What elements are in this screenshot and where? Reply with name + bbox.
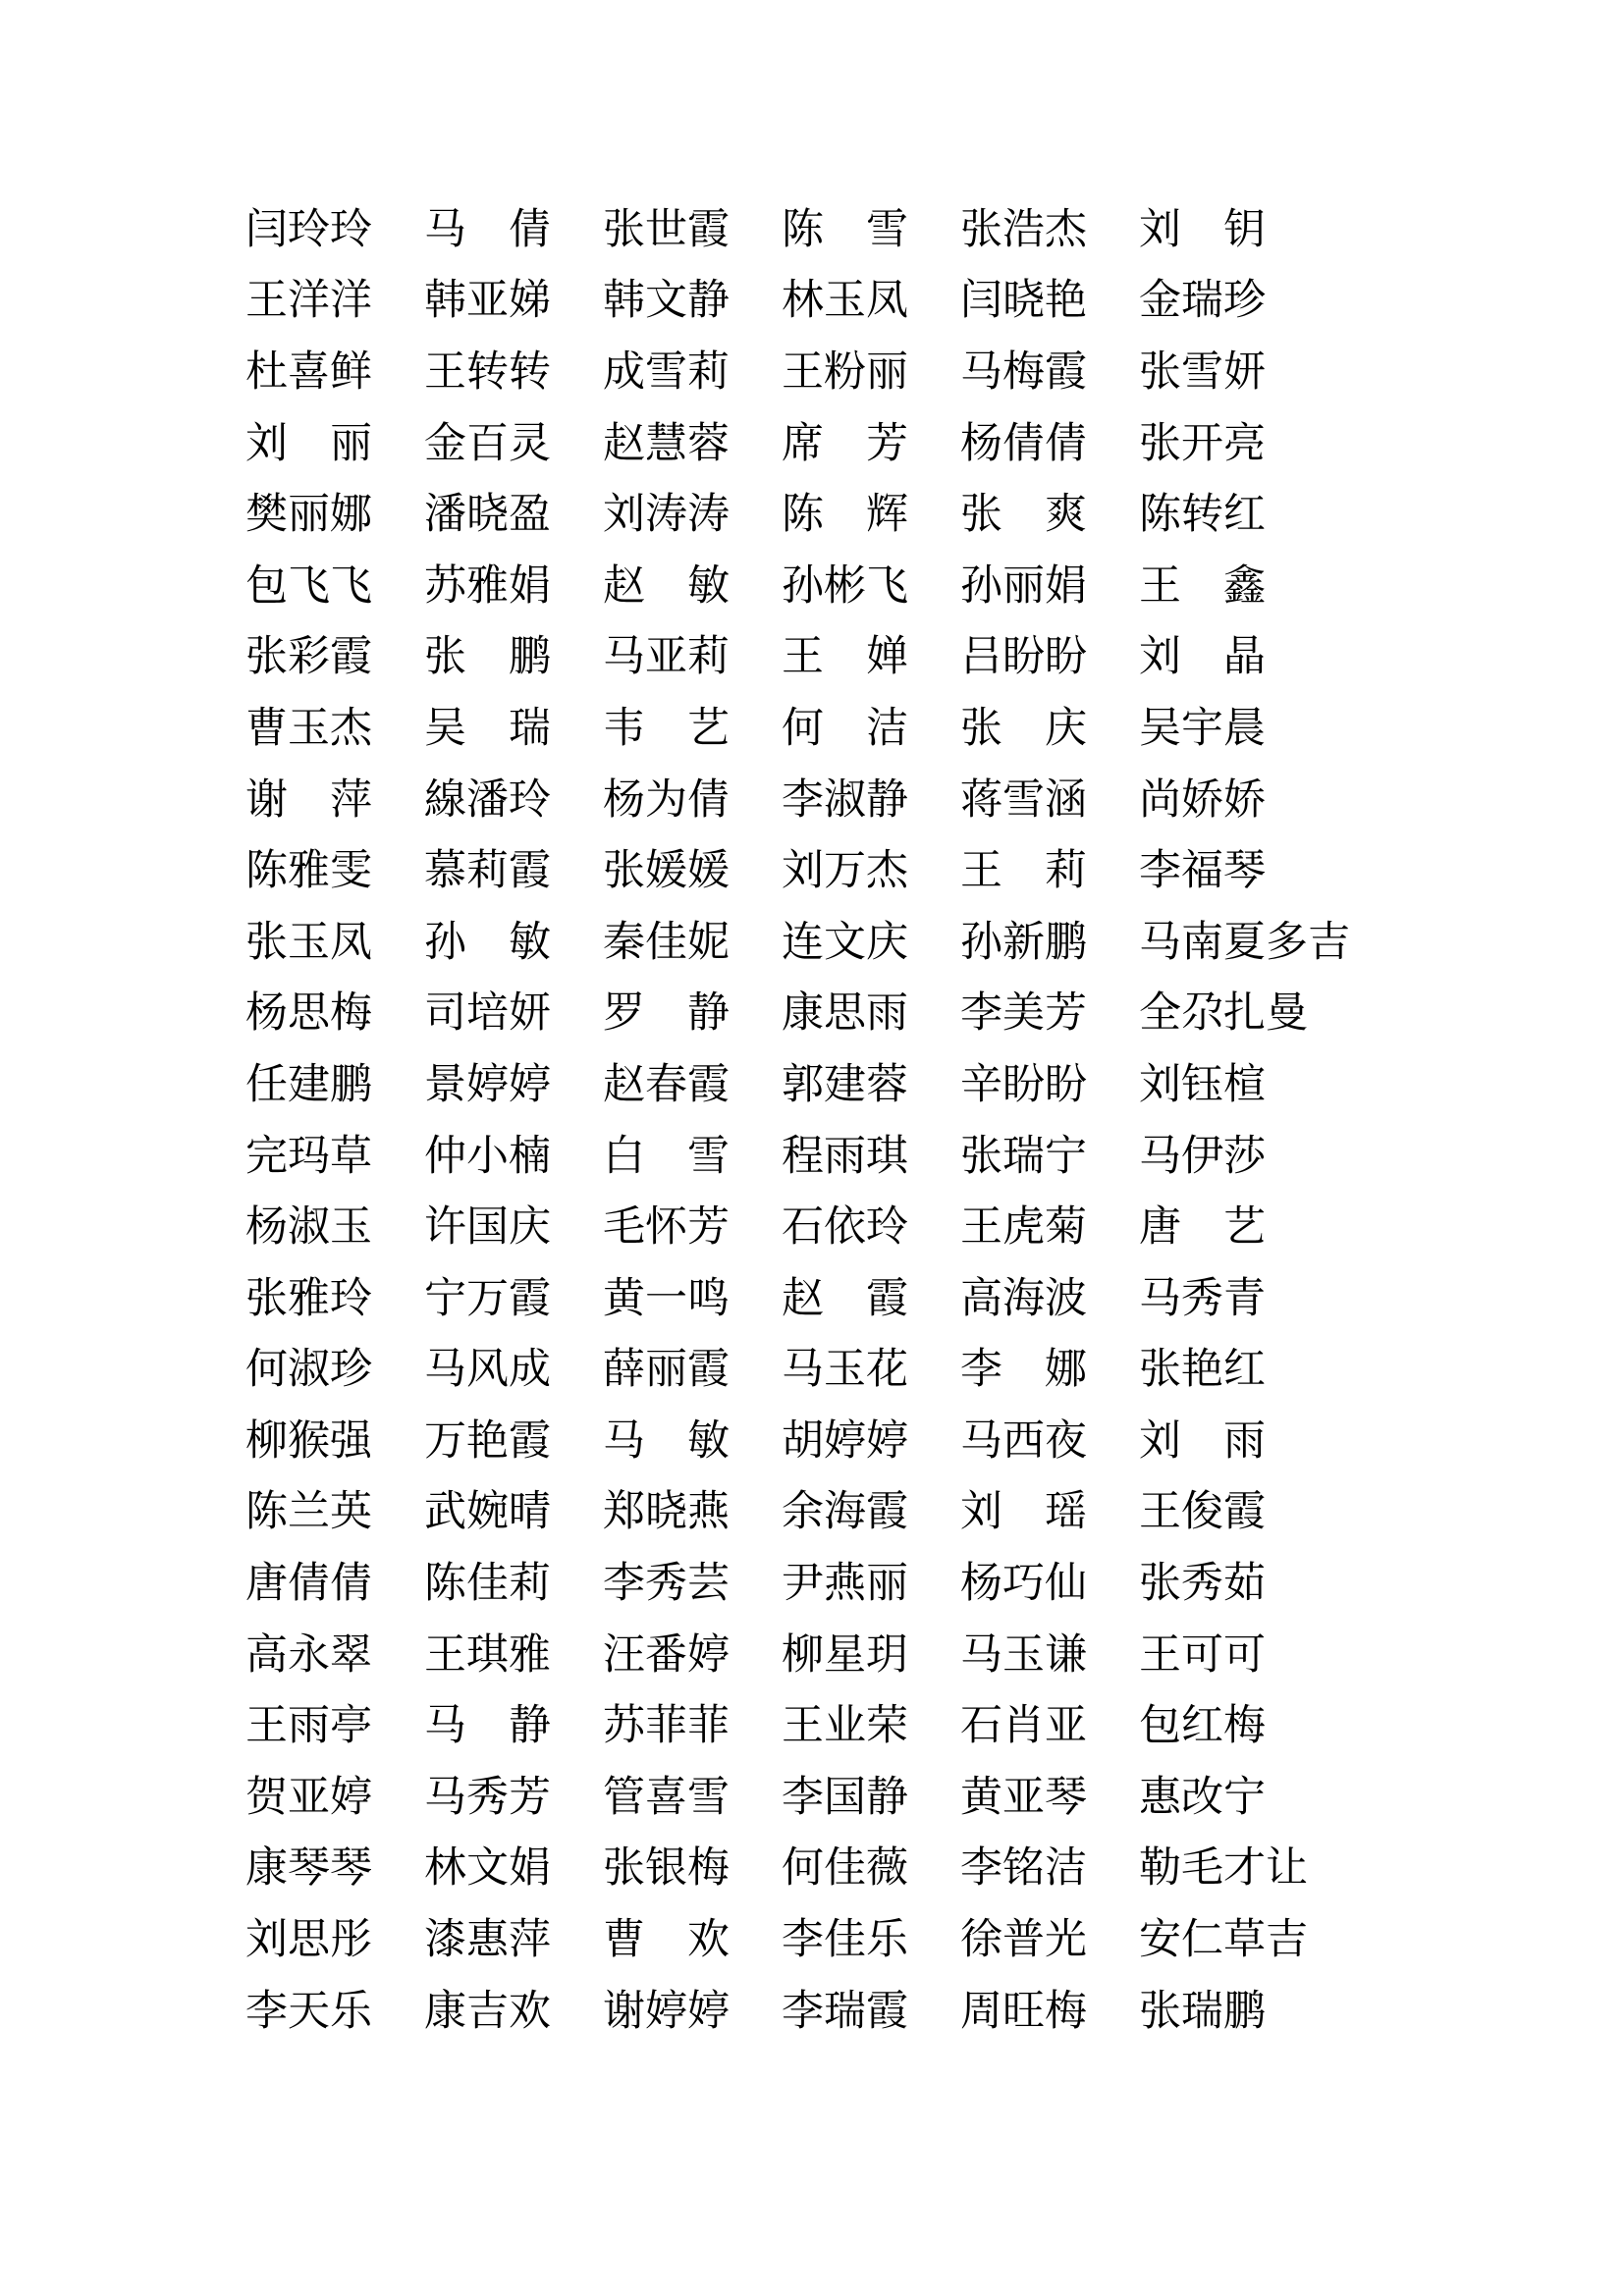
name-cell: 李秀芸 (603, 1559, 730, 1609)
name-cell: 管喜雪 (603, 1772, 730, 1822)
name-cell: 张 庆 (960, 703, 1087, 753)
name-cell: 张媛媛 (603, 846, 730, 896)
name-cell: 李天乐 (245, 1986, 372, 2036)
name-row (245, 551, 1404, 622)
name-cell: 康思雨 (782, 988, 908, 1039)
name-cell: 包红梅 (1139, 1701, 1266, 1751)
name-cell: 金瑞珍 (1139, 276, 1266, 326)
name-cell: 刘钰楦 (1139, 1059, 1266, 1109)
name-cell: 成雪莉 (603, 347, 730, 397)
name-cell: 何佳薇 (782, 1843, 908, 1894)
name-cell: 苏雅娟 (424, 561, 551, 611)
name-row (245, 693, 1404, 765)
name-cell: 谢 萍 (245, 774, 372, 825)
name-cell: 陈转红 (1139, 490, 1266, 540)
name-cell: 王 莉 (960, 846, 1087, 896)
name-cell: 惠改宁 (1139, 1772, 1266, 1822)
name-row (245, 1335, 1404, 1407)
name-cell: 余海霞 (782, 1487, 908, 1537)
name-cell: 马南夏多吉 (1139, 917, 1350, 967)
name-cell: 李佳乐 (782, 1915, 908, 1965)
name-row (245, 1548, 1404, 1620)
name-cell: 赵 敏 (603, 561, 730, 611)
name-cell: 吴宇晨 (1139, 703, 1266, 753)
name-cell: 韦 艺 (603, 703, 730, 753)
name-row (245, 194, 1404, 266)
name-cell: 康琴琴 (245, 1843, 372, 1894)
name-cell: 马 敏 (603, 1415, 730, 1466)
name-cell: 孙丽娟 (960, 561, 1087, 611)
name-cell: 郭建蓉 (782, 1059, 908, 1109)
name-cell: 李瑞霞 (782, 1986, 908, 2036)
name-row (245, 622, 1404, 694)
name-cell: 张雪妍 (1139, 347, 1266, 397)
name-cell: 杨淑玉 (245, 1202, 372, 1253)
name-row (245, 1904, 1404, 1976)
name-cell: 罗 静 (603, 988, 730, 1039)
name-cell: 刘涛涛 (603, 490, 730, 540)
name-row (245, 1976, 1404, 2048)
name-cell: 马秀芳 (424, 1772, 551, 1822)
name-cell: 孙 敏 (424, 917, 551, 967)
name-cell: 张瑞宁 (960, 1131, 1087, 1181)
name-cell: 杜喜鲜 (245, 347, 372, 397)
names-grid (245, 194, 1404, 2047)
name-cell: 张银梅 (603, 1843, 730, 1894)
name-cell: 武婉晴 (424, 1487, 551, 1537)
name-row (245, 1406, 1404, 1477)
name-cell: 王俊霞 (1139, 1487, 1266, 1537)
name-cell: 陈 辉 (782, 490, 908, 540)
name-row (245, 408, 1404, 480)
name-cell: 马梅霞 (960, 347, 1087, 397)
name-row (245, 266, 1404, 338)
name-row (245, 835, 1404, 907)
name-row (245, 1762, 1404, 1834)
name-cell: 马玉花 (782, 1345, 908, 1395)
name-cell: 線潘玲 (424, 774, 551, 825)
name-cell: 孙新鹏 (960, 917, 1087, 967)
name-cell: 黄亚琴 (960, 1772, 1087, 1822)
name-cell: 陈雅雯 (245, 846, 372, 896)
name-cell: 王虎菊 (960, 1202, 1087, 1253)
name-cell: 张浩杰 (960, 204, 1087, 254)
name-cell: 马伊莎 (1139, 1131, 1266, 1181)
name-cell: 尹燕丽 (782, 1559, 908, 1609)
name-cell: 安仁草吉 (1139, 1915, 1308, 1965)
name-cell: 杨巧仙 (960, 1559, 1087, 1609)
name-cell: 漆惠萍 (424, 1915, 551, 1965)
name-cell: 程雨琪 (782, 1131, 908, 1181)
name-cell: 张 鹏 (424, 632, 551, 682)
name-cell: 景婷婷 (424, 1059, 551, 1109)
name-cell: 马 静 (424, 1701, 551, 1751)
name-cell: 王琪雅 (424, 1629, 551, 1680)
name-cell: 刘 晶 (1139, 632, 1266, 682)
name-cell: 吴 瑞 (424, 703, 551, 753)
name-cell: 仲小楠 (424, 1131, 551, 1181)
name-cell: 孙彬飞 (782, 561, 908, 611)
name-cell: 司培妍 (424, 988, 551, 1039)
name-row (245, 1834, 1404, 1905)
name-cell: 何 洁 (782, 703, 908, 753)
name-cell: 潘晓盈 (424, 490, 551, 540)
name-cell: 蒋雪涵 (960, 774, 1087, 825)
name-cell: 王 鑫 (1139, 561, 1266, 611)
name-cell: 万艳霞 (424, 1415, 551, 1466)
name-cell: 高永翠 (245, 1629, 372, 1680)
name-cell: 曹玉杰 (245, 703, 372, 753)
name-cell: 徐普光 (960, 1915, 1087, 1965)
name-row (245, 1121, 1404, 1193)
name-cell: 黄一鸣 (603, 1273, 730, 1323)
name-cell: 许国庆 (424, 1202, 551, 1253)
name-cell: 韩文静 (603, 276, 730, 326)
name-cell: 赵慧蓉 (603, 418, 730, 468)
name-cell: 刘 瑶 (960, 1487, 1087, 1537)
name-row (245, 1192, 1404, 1263)
name-cell: 杨倩倩 (960, 418, 1087, 468)
name-row (245, 1690, 1404, 1762)
name-cell: 唐倩倩 (245, 1559, 372, 1609)
name-cell: 胡婷婷 (782, 1415, 908, 1466)
name-cell: 马亚莉 (603, 632, 730, 682)
name-cell: 张雅玲 (245, 1273, 372, 1323)
name-cell: 李 娜 (960, 1345, 1087, 1395)
name-row (245, 907, 1404, 979)
name-cell: 辛盼盼 (960, 1059, 1087, 1109)
name-cell: 王粉丽 (782, 347, 908, 397)
name-row (245, 1620, 1404, 1691)
name-cell: 李淑静 (782, 774, 908, 825)
name-cell: 刘 雨 (1139, 1415, 1266, 1466)
name-cell: 陈兰英 (245, 1487, 372, 1537)
name-cell: 曹 欢 (603, 1915, 730, 1965)
name-row (245, 979, 1404, 1050)
name-cell: 完玛草 (245, 1131, 372, 1181)
name-cell: 樊丽娜 (245, 490, 372, 540)
name-cell: 秦佳妮 (603, 917, 730, 967)
name-cell: 王转转 (424, 347, 551, 397)
name-cell: 席 芳 (782, 418, 908, 468)
name-cell: 金百灵 (424, 418, 551, 468)
name-cell: 勒毛才让 (1139, 1843, 1308, 1894)
name-row (245, 1477, 1404, 1549)
name-cell: 石依玲 (782, 1202, 908, 1253)
name-cell: 马 倩 (424, 204, 551, 254)
name-cell: 杨为倩 (603, 774, 730, 825)
name-cell: 李国静 (782, 1772, 908, 1822)
name-cell: 全尕扎曼 (1139, 988, 1308, 1039)
name-cell: 唐 艺 (1139, 1202, 1266, 1253)
name-cell: 汪番婷 (603, 1629, 730, 1680)
name-cell: 白 雪 (603, 1131, 730, 1181)
name-cell: 马秀青 (1139, 1273, 1266, 1323)
name-cell: 连文庆 (782, 917, 908, 967)
name-cell: 刘万杰 (782, 846, 908, 896)
name-cell: 张秀茹 (1139, 1559, 1266, 1609)
name-cell: 李福琴 (1139, 846, 1266, 896)
name-cell: 陈佳莉 (424, 1559, 551, 1609)
name-cell: 苏菲菲 (603, 1701, 730, 1751)
name-cell: 张世霞 (603, 204, 730, 254)
name-cell: 赵 霞 (782, 1273, 908, 1323)
name-cell: 张开亮 (1139, 418, 1266, 468)
name-cell: 王雨亭 (245, 1701, 372, 1751)
name-cell: 贺亚婷 (245, 1772, 372, 1822)
name-cell: 任建鹏 (245, 1059, 372, 1109)
name-cell: 陈 雪 (782, 204, 908, 254)
name-cell: 林玉凤 (782, 276, 908, 326)
name-cell: 刘思彤 (245, 1915, 372, 1965)
name-cell: 张彩霞 (245, 632, 372, 682)
name-cell: 王洋洋 (245, 276, 372, 326)
name-cell: 刘 钥 (1139, 204, 1266, 254)
name-cell: 闫晓艳 (960, 276, 1087, 326)
name-cell: 何淑珍 (245, 1345, 372, 1395)
name-cell: 石肖亚 (960, 1701, 1087, 1751)
name-cell: 柳猴强 (245, 1415, 372, 1466)
name-cell: 杨思梅 (245, 988, 372, 1039)
name-cell: 康吉欢 (424, 1986, 551, 2036)
name-cell: 马西夜 (960, 1415, 1087, 1466)
name-cell: 王 婵 (782, 632, 908, 682)
name-cell: 闫玲玲 (245, 204, 372, 254)
name-cell: 高海波 (960, 1273, 1087, 1323)
name-cell: 周旺梅 (960, 1986, 1087, 2036)
name-cell: 李美芳 (960, 988, 1087, 1039)
name-cell: 林文娟 (424, 1843, 551, 1894)
name-cell: 郑晓燕 (603, 1487, 730, 1537)
name-cell: 谢婷婷 (603, 1986, 730, 2036)
name-cell: 张艳红 (1139, 1345, 1266, 1395)
name-row (245, 1263, 1404, 1335)
name-row (245, 479, 1404, 551)
name-cell: 王可可 (1139, 1629, 1266, 1680)
name-cell: 刘 丽 (245, 418, 372, 468)
name-cell: 包飞飞 (245, 561, 372, 611)
name-cell: 柳星玥 (782, 1629, 908, 1680)
name-cell: 宁万霞 (424, 1273, 551, 1323)
name-cell: 马玉谦 (960, 1629, 1087, 1680)
name-row (245, 1049, 1404, 1121)
name-cell: 吕盼盼 (960, 632, 1087, 682)
name-cell: 张 爽 (960, 490, 1087, 540)
name-cell: 王业荣 (782, 1701, 908, 1751)
name-cell: 尚娇娇 (1139, 774, 1266, 825)
name-cell: 张瑞鹏 (1139, 1986, 1266, 2036)
name-cell: 薛丽霞 (603, 1345, 730, 1395)
name-cell: 李铭洁 (960, 1843, 1087, 1894)
name-cell: 张玉凤 (245, 917, 372, 967)
name-row (245, 337, 1404, 408)
name-cell: 毛怀芳 (603, 1202, 730, 1253)
name-cell: 韩亚娣 (424, 276, 551, 326)
name-cell: 赵春霞 (603, 1059, 730, 1109)
name-row (245, 765, 1404, 836)
name-cell: 马风成 (424, 1345, 551, 1395)
name-cell: 慕莉霞 (424, 846, 551, 896)
